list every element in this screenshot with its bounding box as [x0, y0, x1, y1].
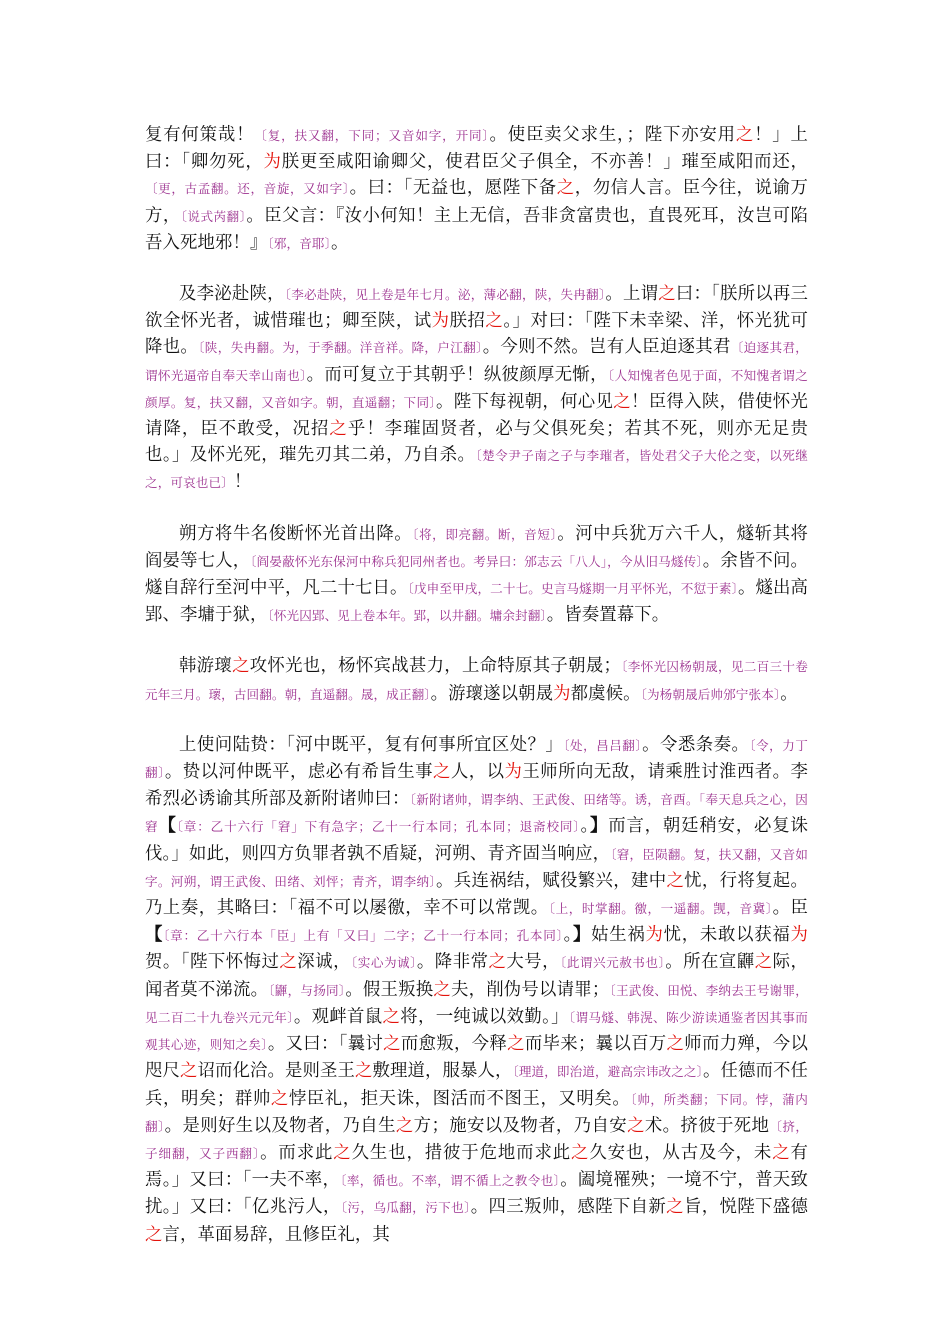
annotation-note: 〔此谓兴元赦书也〕 — [560, 955, 666, 971]
body-text: 朕更至咸阳谕卿父，使君臣父子俱全，不亦善！」璀至咸阳而还， — [281, 152, 808, 173]
body-text: 。河中兵犹万六千人，燧斩其将阎晏等七人， — [145, 523, 808, 571]
highlight-char: 之 — [270, 1088, 289, 1109]
annotation-note: 〔上，时掌翻。徼，一遥翻。觊，音冀〕 — [548, 901, 773, 917]
body-text: 。而求此 — [260, 1142, 334, 1163]
paragraph-2 — [145, 281, 808, 497]
body-text: 。 — [563, 925, 574, 946]
body-text: 忧，行将复起。乃上奏，其略曰：「福不可以屡徼，幸不可以常觊。 — [145, 870, 809, 919]
bracket-mark: 【 — [145, 925, 164, 946]
annotation-note: 〔将，即亮翻。断，音短〕 — [412, 526, 558, 542]
body-text: 。臣父言：『汝小何知！主上无信，吾非贪富贵也，直畏死耳，汝岂可陷吾入死地邪！』 — [145, 205, 808, 253]
body-text: 久生也，措彼于危地而求此 — [351, 1142, 572, 1163]
annotation-note: 〔帅，所类翻；下同。悖，蒲内翻〕 — [145, 1091, 809, 1134]
annotation-note: 〔说式芮翻〕 — [180, 208, 247, 224]
body-text: 攻怀光也，杨怀宾战甚力，上命特原其子朝晟； — [249, 656, 621, 677]
body-text: 将，一纯诚以效勤。」 — [400, 1006, 569, 1027]
highlight-char: 之 — [145, 1224, 163, 1245]
highlight-char: 之 — [395, 1115, 414, 1136]
body-text: 。」对曰：「陛下未幸梁、洋，怀光犹可降也。 — [145, 311, 808, 358]
body-text: 师而力殚，今以咫尺 — [145, 1034, 808, 1082]
body-text: 。臣 — [772, 898, 809, 919]
annotation-note: 〔为杨朝晟后帅邠宁张本〕 — [640, 686, 781, 702]
body-text: 有焉。」又曰：「一夫不率， — [145, 1142, 808, 1191]
annotation-note: 〔李怀光囚杨朝晟，见二百三十卷元年三月。瓌，古回翻。朝，直遥翻。晟，成正翻〕 — [145, 659, 808, 702]
bracket-mark: 】 — [589, 816, 609, 837]
highlight-char: 为 — [790, 925, 808, 946]
annotation-note: 〔邪，音耶〕 — [267, 235, 331, 251]
bracket-mark: 【 — [158, 816, 177, 837]
annotation-note: 〔李必赴陕，见上卷是年七月。泌，薄必翻，陕，失冉翻〕 — [284, 287, 606, 303]
body-text: 。 — [580, 816, 590, 837]
body-text: 忧，未敢以获福 — [663, 925, 791, 946]
highlight-char: 之 — [666, 1197, 684, 1218]
body-text: 深诚， — [297, 952, 351, 973]
annotation-note: 〔复，扶又翻，下同；又音如字，开同〕 — [254, 128, 490, 143]
body-text: 。陛下每视朝，何心见 — [436, 391, 614, 412]
body-text: 人，以 — [450, 762, 505, 783]
body-text: 大号， — [506, 952, 561, 973]
body-text: 久安也，从古及今，未 — [589, 1142, 773, 1163]
annotation-note: 〔人知愧者色见于面，不知愧者谓之颜厚。复，扶又翻，又音如字。朝，直遥翻；下同〕 — [145, 367, 809, 410]
body-text: ！臣得入陕，借使怀光请降，臣不敢受，况招 — [145, 391, 808, 440]
highlight-char: 之 — [772, 1142, 791, 1163]
highlight-char: 为 — [645, 925, 664, 946]
body-text: ，勿信人言。臣今往，说谕万方， — [145, 178, 808, 226]
body-text: 姑生祸 — [591, 925, 646, 946]
body-text: 诏而化洽。是则圣王 — [197, 1061, 355, 1082]
annotation-note: 〔处，昌吕翻〕 — [563, 737, 643, 753]
annotation-note: 〔挤，子细翻，又子西翻〕 — [145, 1118, 809, 1161]
paragraph-3 — [145, 521, 808, 630]
body-text: 方；施安以及物者，乃自安 — [413, 1115, 628, 1136]
annotation-note: 〔实心为诚〕 — [350, 955, 417, 971]
body-text: 际，闻者莫不涕流。 — [145, 952, 808, 1000]
annotation-note: 〔章：乙十六行「窘」下有急字；乙十一行本同；孔本同；退斋校同〕 — [176, 819, 581, 835]
highlight-char: 为 — [431, 311, 450, 332]
body-text: 旨，悦陛下盛德 — [683, 1197, 809, 1218]
paragraph-1 — [145, 122, 808, 257]
body-text: 。是则好生以及物者，乃自生 — [164, 1115, 396, 1136]
body-text: 复有何策哉！ — [145, 125, 255, 145]
annotation-note: 〔迫逐其君，谓怀光逼帝自奉天幸山南也〕 — [145, 340, 808, 383]
annotation-note: 〔怀光囚郢、见上卷本年。郢，以井翻。墉余封翻〕 — [267, 608, 547, 624]
body-text: 朔方将牛名俊断怀光首出降。 — [179, 523, 413, 544]
paragraph-4 — [145, 653, 808, 707]
highlight-char: 之 — [433, 979, 451, 1000]
highlight-char: 之 — [627, 1115, 645, 1136]
annotation-note: 〔窘，臣陨翻。复，扶又翻，又音如字。河朔，谓王武俊、田绪、刘怦；青齐，谓李纳〕 — [145, 846, 808, 889]
body-text: 。余皆不问。燧自辞行至河中平，凡二十七日。 — [145, 550, 808, 599]
body-text: ！」上曰：「卿勿死， — [145, 125, 808, 173]
highlight-char: 之 — [488, 952, 507, 973]
body-text: ！ — [233, 472, 252, 493]
body-text: 。游瓌遂以朝晟 — [430, 683, 554, 704]
body-text: 而毕来；曩以百万 — [524, 1034, 667, 1055]
annotation-note: 〔谓马燧、韩滉、陈少游读通鉴者因其事而观其心迹，则知之矣〕 — [145, 1009, 808, 1053]
body-text: 夫，削伪号以请罪； — [450, 979, 610, 1000]
body-text: 。贽以河仲既平，虑必有希旨生事 — [164, 762, 433, 783]
annotation-note: 〔章：乙十六行本「臣」上有「又曰」二字；乙十一行本同；孔本同〕 — [163, 928, 564, 944]
annotation-note: 〔鼲，与扬同〕 — [268, 982, 346, 998]
highlight-char: 之 — [432, 762, 451, 783]
body-text: 悖臣礼，拒天诛，图活而不图王，又明矣。 — [288, 1088, 631, 1109]
body-text: 。皆奏置幕下。 — [546, 605, 670, 626]
highlight-char: 之 — [754, 952, 773, 973]
highlight-char: 之 — [333, 1142, 352, 1163]
highlight-char: 之 — [666, 870, 685, 891]
body-text: 。观衅首鼠 — [293, 1006, 383, 1027]
body-text: 而愈叛，今释 — [400, 1034, 508, 1055]
body-text: 言，革面易辞，且修臣礼，其 — [162, 1224, 390, 1245]
highlight-char: 之 — [666, 1034, 685, 1055]
highlight-char: 之 — [329, 419, 348, 440]
body-text: 。阖境罹殃；一境不宁，普天致扰。」又曰：「亿兆污人， — [145, 1170, 809, 1218]
highlight-char: 之 — [571, 1142, 590, 1163]
annotation-note: 〔新附诸帅，谓李纳、王武俊、田绪等。诱，音酉。「奉天息兵之心，因窘 — [145, 792, 808, 835]
highlight-char: 之 — [658, 284, 676, 305]
annotation-note: 〔令，力丁翻〕 — [145, 737, 808, 781]
body-text: 。假王叛换 — [345, 979, 434, 1000]
annotation-note: 〔王武俊、田悦、李纳去王号谢罪，见二百二十九卷兴元元年〕 — [145, 982, 808, 1025]
body-text: 而言，朝廷稍安，必复诛伐。」如此，则四方负罪者孰不盾疑，河朔、青齐固当响应， — [145, 816, 808, 864]
annotation-note: 〔阎晏蔽怀光东保河中称兵犯同州者也。考异曰：邠志云「八人」，今从旧马燧传〕 — [250, 553, 703, 569]
body-text: 术。挤彼于死地 — [644, 1115, 770, 1136]
annotation-note: 〔更，古孟翻。还，音旋，又如字〕 — [145, 181, 350, 197]
body-text: 。曰：「无益也，愿陛下备 — [349, 178, 557, 199]
body-text: 。降非常 — [416, 952, 489, 973]
body-text: 。令悉条奏。 — [642, 734, 750, 755]
highlight-char: 之 — [382, 1006, 401, 1027]
body-text: 。 — [780, 683, 798, 704]
body-text: 。又曰：「曩讨 — [267, 1034, 384, 1055]
annotation-note: 〔理道，即治道，避高宗讳改之之〕 — [512, 1064, 704, 1080]
annotation-note: 〔楚令尹子南之子与李璀者，皆处君父子大伦之变，以死继之，可哀也已〕 — [145, 448, 808, 491]
body-text: 朕招 — [449, 311, 486, 332]
highlight-char: 之 — [279, 952, 298, 973]
highlight-char: 之 — [485, 311, 504, 332]
body-text: 乎！李璀固贤者，必与父俱死矣；若其不死，则亦无足贵也。」及怀光死，璀先刃其二弟，乃自杀。 — [145, 419, 808, 466]
body-text: 。四三叛帅，感陛下自新 — [470, 1197, 667, 1218]
body-text: 曰：「朕所以再三欲全怀光者，诚惜璀也；卿至陕，试 — [145, 284, 808, 332]
paragraph-5 — [145, 732, 808, 1248]
highlight-char: 为 — [553, 683, 571, 704]
body-text: 。使臣卖父求生，；陛下亦安用 — [489, 125, 736, 145]
body-text: 。燧出高郢、李墉于狱， — [145, 578, 808, 626]
highlight-char: 之 — [232, 656, 250, 677]
body-text: 。所在宣鼲 — [665, 952, 755, 973]
highlight-char: 之 — [613, 391, 631, 412]
highlight-char: 之 — [180, 1061, 198, 1082]
body-text: 上使问陆贽：「河中既平，复有何事所宜区处？」 — [179, 734, 564, 755]
body-text: 王师所向无敌，请乘胜讨淮西者。李希烈必诱谕其所部及新附诸帅曰： — [145, 762, 808, 810]
body-text: 。今则不然。岂有人臣迫逐其君 — [482, 337, 731, 358]
body-text: 。兵连祸结，赋役繁兴，建中 — [436, 870, 667, 891]
highlight-char: 之 — [735, 125, 755, 145]
bracket-mark: 】 — [573, 925, 592, 946]
highlight-char: 之 — [383, 1034, 401, 1055]
annotation-note: 〔陕，失冉翻。为，于季翻。洋音祥。降，户江翻〕 — [198, 340, 483, 356]
highlight-char: 之 — [354, 1061, 373, 1082]
body-text: 贺。「陛下怀悔过 — [145, 952, 280, 973]
annotation-note: 〔戊申至甲戌，二十七。史言马燧期一月平怀光，不愆于素〕 — [407, 581, 738, 597]
body-text: 及李泌赴陕， — [179, 284, 285, 305]
body-text: 敷理道，服暴人， — [372, 1061, 513, 1082]
highlight-char: 为 — [263, 152, 282, 173]
body-text: 。 — [331, 232, 349, 253]
body-text: 。上谓 — [605, 284, 659, 305]
annotation-note: 〔率，循也。不率，谓不循上之教令也〕 — [340, 1173, 561, 1189]
annotation-note: 〔污，乌瓜翻，污下也〕 — [340, 1200, 471, 1216]
body-text: 。而可复立于其朝乎！纵彼颜厚无惭， — [306, 364, 608, 385]
highlight-char: 为 — [504, 762, 523, 783]
body-text: 韩游瓌 — [179, 656, 233, 677]
highlight-char: 之 — [507, 1034, 525, 1055]
body-text: 都虞候。 — [570, 683, 641, 704]
highlight-char: 之 — [556, 178, 575, 199]
body-text: 。任德而不任兵，明矣；群帅 — [145, 1061, 808, 1109]
